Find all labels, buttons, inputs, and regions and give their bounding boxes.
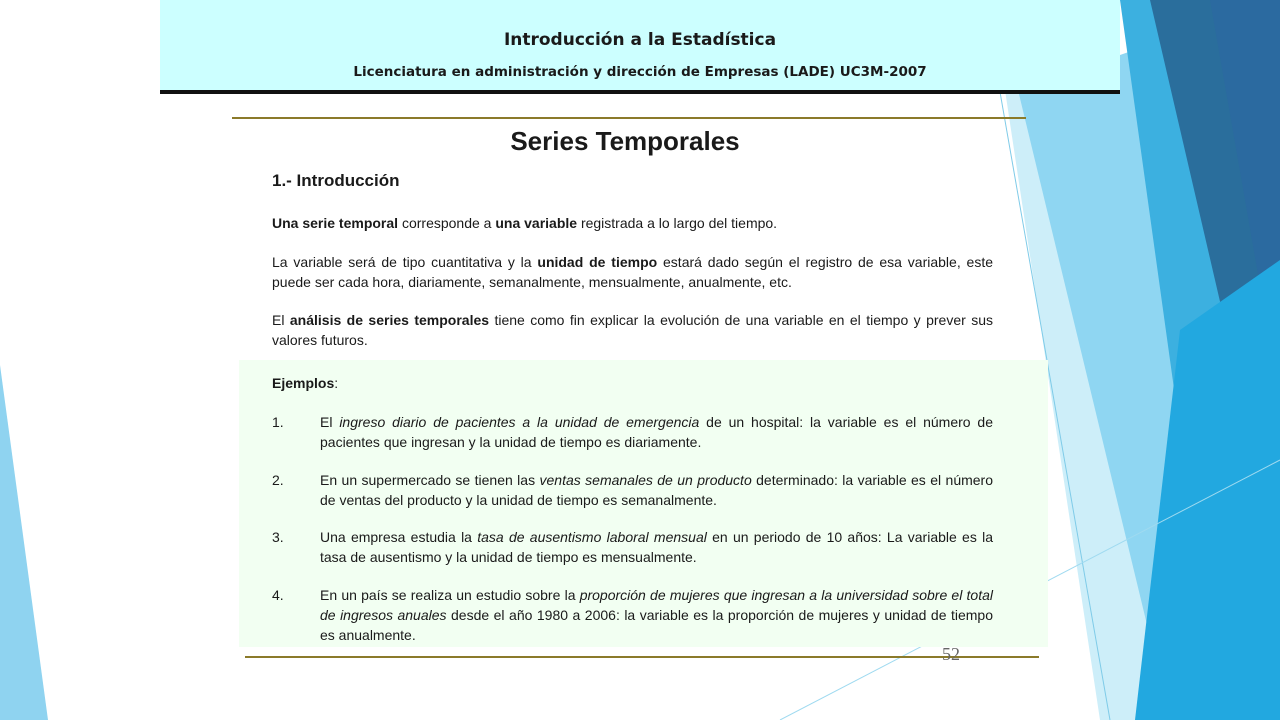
examples-label-text: Ejemplos (272, 375, 335, 391)
example-text-part: Una empresa estudia la (320, 529, 478, 545)
left-light-triangle (0, 365, 48, 720)
example-text-part: desde el año 1980 a 2006: la variable es la proporción de mujeres y unidad de tiempo es anualmente. (320, 607, 993, 643)
example-item-3 (272, 527, 993, 567)
example-emphasis: ingreso diario de pacientes a la unidad de emergencia (339, 414, 700, 430)
term-variable: una variable (495, 215, 578, 231)
example-text (320, 412, 993, 452)
term-unidad-tiempo: unidad de tiempo (537, 254, 658, 270)
section-heading: 1.- Introducción (272, 171, 400, 190)
term-serie-temporal: Una serie temporal (272, 215, 399, 231)
example-text (320, 527, 993, 567)
examples-label (272, 375, 338, 391)
example-text (320, 585, 993, 645)
example-number: 3. (272, 529, 284, 545)
example-emphasis: tasa de ausentismo laboral mensual (477, 529, 707, 545)
example-number: 4. (272, 587, 284, 603)
example-item-2 (272, 470, 993, 510)
example-text (320, 470, 993, 510)
example-text-part: El (320, 414, 340, 430)
example-text-part: determinado: la variable es el número de ventas del producto y la unidad de tiempo es semanalmente. (320, 472, 993, 508)
course-subtitle: Licenciatura en administración y dirección de Empresas (LADE) UC3M-2007 (353, 64, 927, 80)
para1-text-1: corresponde a (398, 215, 496, 231)
term-analisis: análisis de series temporales (289, 312, 490, 328)
top-divider (232, 117, 1026, 119)
para2-text-1: La variable será de tipo cuantitativa y la (272, 254, 538, 270)
example-text-part: en un periodo de 10 años: La variable es la tasa de ausentismo y la unidad de tiempo es mensualmente. (320, 529, 993, 565)
para3-text-2: tiene como fin explicar la evolución de una variable en el tiempo y prever sus valores futuros. (272, 312, 993, 348)
example-item-4 (272, 585, 993, 645)
examples-colon: : (334, 375, 339, 391)
slide-header (160, 0, 1120, 94)
definition-paragraph (272, 213, 993, 233)
example-text-part: de un hospital: la variable es el número de pacientes que ingresan y la unidad de tiempo es diariamente. (320, 414, 993, 450)
analysis-paragraph (272, 310, 993, 350)
page-number: 52 (942, 644, 960, 664)
para2-text-2: estará dado según el registro de esa variable, este puede ser cada hora, diariamente, semanalmente, mensualmente, anualmente, etc. (272, 254, 994, 290)
slide-title: Series Temporales (510, 126, 740, 156)
example-emphasis: proporción de mujeres que ingresan a la universidad sobre el total de ingresos anuales (320, 587, 993, 623)
example-item-1 (272, 412, 993, 452)
example-number: 2. (272, 472, 284, 488)
example-text-part: En un país se realiza un estudio sobre la (320, 587, 580, 603)
example-text-part: En un supermercado se tienen las (320, 472, 540, 488)
example-emphasis: ventas semanales de un producto (539, 472, 752, 488)
para3-text-1: El (272, 312, 290, 328)
para1-text-2: registrada a lo largo del tiempo. (577, 215, 778, 231)
course-title: Introducción a la Estadística (503, 30, 777, 50)
example-number: 1. (272, 414, 284, 430)
variable-paragraph (272, 252, 993, 292)
bottom-divider (245, 656, 1039, 658)
